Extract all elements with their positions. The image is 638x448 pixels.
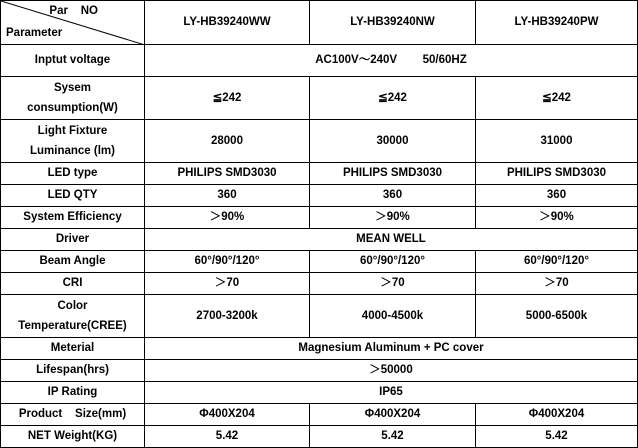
table-cell: 5.42	[145, 426, 310, 448]
row-label	[1, 77, 145, 120]
table-cell: Φ400X204	[145, 404, 310, 426]
table-cell: ＞90%	[145, 207, 310, 229]
row-label-line: Temperature(CREE)	[18, 320, 127, 332]
table-row	[1, 229, 638, 251]
model-header-nw: LY-HB39240NW	[310, 1, 476, 45]
table-row	[1, 120, 638, 163]
row-label-line: Light Fixture	[37, 125, 108, 137]
row-label: Lifespan(hrs)	[1, 360, 145, 382]
row-label: Inptut voltage	[1, 45, 145, 77]
table-cell: 5.42	[310, 426, 476, 448]
corner-bottom-label: Parameter	[6, 27, 63, 39]
row-label: Driver	[1, 229, 145, 251]
table-row	[1, 360, 638, 382]
table-row	[1, 295, 638, 338]
row-label: Meterial	[1, 338, 145, 360]
table-row	[1, 45, 638, 77]
driver-value: MEAN WELL	[145, 229, 638, 251]
table-cell: ＞70	[145, 273, 310, 295]
table-row	[1, 163, 638, 185]
table-cell: ≦242	[310, 77, 476, 120]
table-cell: PHILIPS SMD3030	[145, 163, 310, 185]
table-cell: 5.42	[476, 426, 638, 448]
table-cell: 360	[476, 185, 638, 207]
table-row	[1, 404, 638, 426]
table-cell: 60°/90°/120°	[310, 251, 476, 273]
table-row	[1, 273, 638, 295]
table-cell: 4000-4500k	[310, 295, 476, 338]
table-cell: PHILIPS SMD3030	[310, 163, 476, 185]
table-cell: 360	[145, 185, 310, 207]
table-cell: ＞90%	[310, 207, 476, 229]
table-cell: 2700-3200k	[145, 295, 310, 338]
table-cell: Φ400X204	[310, 404, 476, 426]
ip-rating-value: IP65	[145, 382, 638, 404]
table-row	[1, 251, 638, 273]
material-value: Magnesium Aluminum + PC cover	[145, 338, 638, 360]
row-label-line: consumption(W)	[27, 102, 118, 114]
table-cell: 60°/90°/120°	[476, 251, 638, 273]
table-cell: PHILIPS SMD3030	[476, 163, 638, 185]
table-cell: 360	[310, 185, 476, 207]
row-label	[1, 295, 145, 338]
lifespan-value: ＞50000	[145, 360, 638, 382]
row-label: CRI	[1, 273, 145, 295]
row-label: System Efficiency	[1, 207, 145, 229]
table-row	[1, 338, 638, 360]
table-cell: 5000-6500k	[476, 295, 638, 338]
row-label: IP Rating	[1, 382, 145, 404]
row-label: Product Size(mm)	[1, 404, 145, 426]
table-cell: 30000	[310, 120, 476, 163]
row-label: Beam Angle	[1, 251, 145, 273]
row-label: NET Weight(KG)	[1, 426, 145, 448]
row-label	[1, 120, 145, 163]
table-cell: Φ400X204	[476, 404, 638, 426]
input-voltage-value: AC100V～240V 50/60HZ	[145, 45, 638, 77]
table-cell: 28000	[145, 120, 310, 163]
row-label-line: Color	[57, 300, 88, 312]
row-label-line: Luminance (lm)	[30, 145, 115, 157]
row-label: LED QTY	[1, 185, 145, 207]
corner-top-label: Par NO	[49, 5, 98, 17]
table-row	[1, 77, 638, 120]
row-label-line: Sysem	[53, 82, 92, 94]
table-cell: ≦242	[145, 77, 310, 120]
table-row	[1, 426, 638, 448]
table-row	[1, 185, 638, 207]
table-cell: ≦242	[476, 77, 638, 120]
table-row	[1, 382, 638, 404]
model-header-pw: LY-HB39240PW	[476, 1, 638, 45]
table-cell: 60°/90°/120°	[145, 251, 310, 273]
table-cell: ＞70	[310, 273, 476, 295]
corner-header-cell	[1, 1, 145, 45]
header-row	[1, 1, 638, 45]
table-cell: ＞70	[476, 273, 638, 295]
table-row	[1, 207, 638, 229]
table-cell: 31000	[476, 120, 638, 163]
table-cell: ＞90%	[476, 207, 638, 229]
model-header-ww: LY-HB39240WW	[145, 1, 310, 45]
row-label: LED type	[1, 163, 145, 185]
